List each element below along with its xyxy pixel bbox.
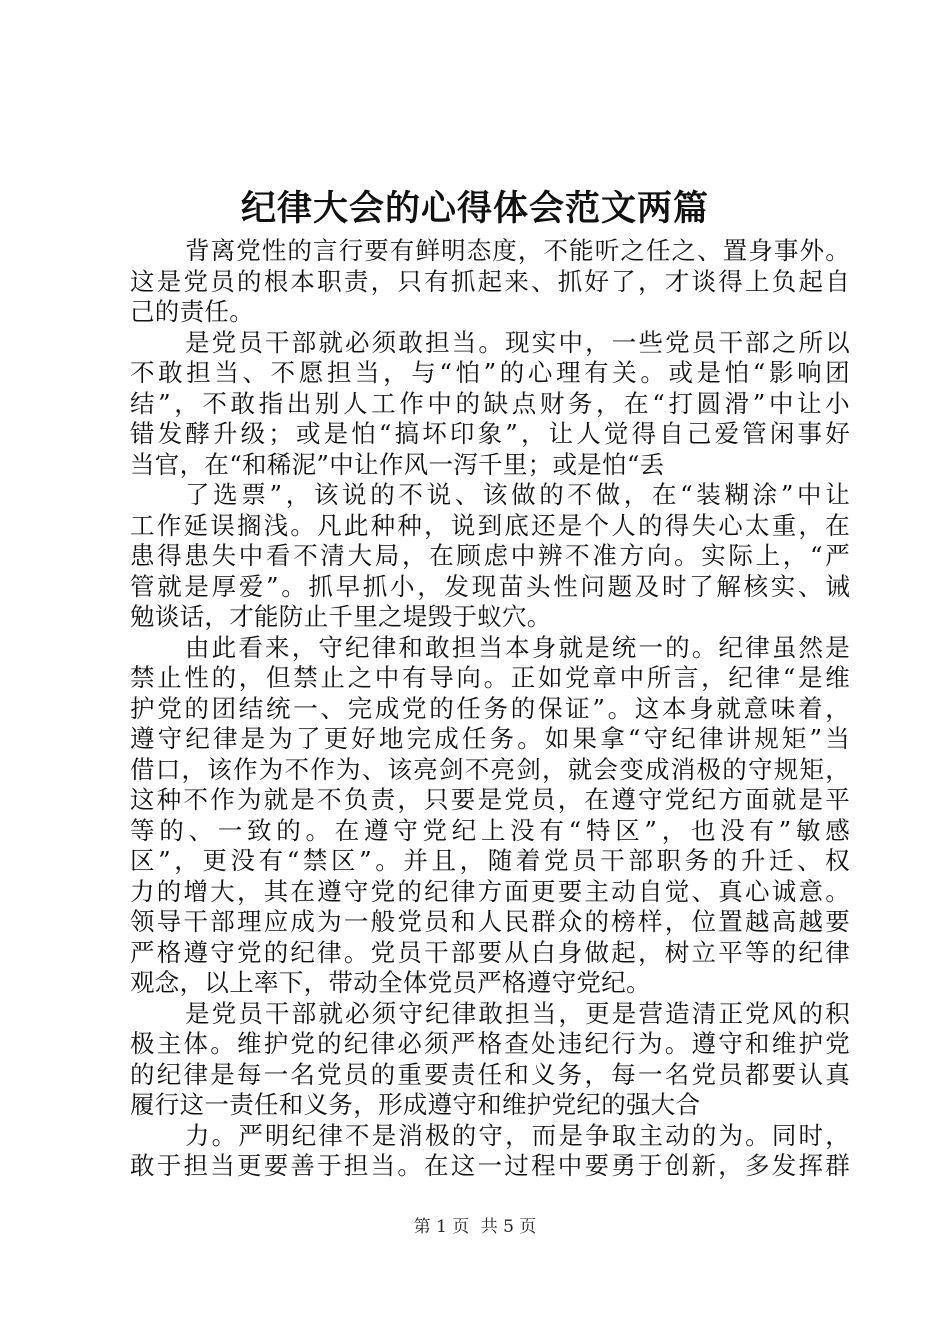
text-line: 管就是厚爱”。抓早抓小，发现苗头性问题及时了解核实、诫 <box>130 571 850 601</box>
text-line: 严格遵守党的纪律。党员干部要从白身做起，树立平等的纪律 <box>130 937 850 967</box>
text-line: 借口，该作为不作为、该亮剑不亮剑，就会变成消极的守规矩， <box>130 754 850 784</box>
text-line: 是党员干部就必须守纪律敢担当，更是营造清正党风的积 <box>185 998 850 1028</box>
text-line: 结”，不敢指出别人工作中的缺点财务，在“打圆滑”中让小 <box>130 388 850 418</box>
text-line: 力。严明纪律不是消极的守，而是争取主动的为。同时， <box>185 1120 850 1150</box>
page-number: 第 1 页 <box>413 1217 470 1237</box>
text-line: 当官，在“和稀泥”中让作风一泻千里；或是怕“丢 <box>130 449 665 479</box>
text-line: 己的责任。 <box>130 297 254 326</box>
text-line: 履行这一责任和义务，形成遵守和维护党纪的强大合 <box>130 1090 701 1119</box>
text-line: 背离党性的言行要有鲜明态度，不能听之任之、置身事外。 <box>185 236 850 265</box>
document-body <box>130 236 850 1182</box>
text-line: 护党的团结统一、完成党的任务的保证”。这本身就意味着， <box>130 693 850 723</box>
text-line: 等的、一致的。在遵守党纪上没有“特区”，也没有”敏感 <box>130 815 850 845</box>
page-total: 共 5 页 <box>480 1217 537 1237</box>
text-line: 错发酵升级；或是怕“搞坏印象”，让人觉得自己爱管闲事好 <box>130 419 850 448</box>
text-line: 这是党员的根本职责，只有抓起来、抓好了，才谈得上负起自 <box>130 266 850 296</box>
text-line: 的纪律是每一名党员的重要责任和义务，每一名党员都要认真 <box>130 1059 850 1089</box>
text-line: 敢于担当更要善于担当。在这一过程中要勇于创新，多发挥群 <box>130 1151 850 1180</box>
text-line: 遵守纪律是为了更好地完成任务。如果拿“守纪律讲规矩”当 <box>130 724 850 753</box>
page-footer <box>0 1216 950 1238</box>
text-line: 了选票”，该说的不说、该做的不做，在“装糊涂”中让 <box>185 480 850 509</box>
text-line: 领导干部理应成为一般党员和人民群众的榜样，位置越高越要 <box>130 907 850 936</box>
text-line: 患得患失中看不清大局，在顾虑中辨不准方向。实际上，“严 <box>130 541 850 570</box>
text-line: 由此看来，守纪律和敢担当本身就是统一的。纪律虽然是 <box>185 632 850 662</box>
text-line: 这种不作为就是不负责，只要是党员，在遵守党纪方面就是平 <box>130 785 850 814</box>
text-line: 不敢担当、不愿担当，与“怕”的心理有关。或是怕“影响团 <box>130 358 850 387</box>
text-line: 禁止性的，但禁止之中有导向。正如党章中所言，纪律“是维 <box>130 663 850 692</box>
text-line: 力的增大，其在遵守党的纪律方面更要主动自觉、真心诚意。 <box>130 876 850 906</box>
text-line: 工作延误搁浅。凡此种种，说到底还是个人的得失心太重，在 <box>130 510 850 540</box>
text-line: 观念，以上率下，带动全体党员严格遵守党纪。 <box>130 968 651 997</box>
text-line: 勉谈话，才能防止千里之堤毁于蚁穴。 <box>130 602 552 631</box>
text-line: 是党员干部就必须敢担当。现实中，一些党员干部之所以 <box>185 327 850 357</box>
text-line: 区”，更没有“禁区”。并且，随着党员干部职务的升迁、权 <box>130 846 850 875</box>
document-title: 纪律大会的心得体会范文两篇 <box>240 188 709 229</box>
text-line: 极主体。维护党的纪律必须严格查处违纪行为。遵守和维护党 <box>130 1029 850 1058</box>
